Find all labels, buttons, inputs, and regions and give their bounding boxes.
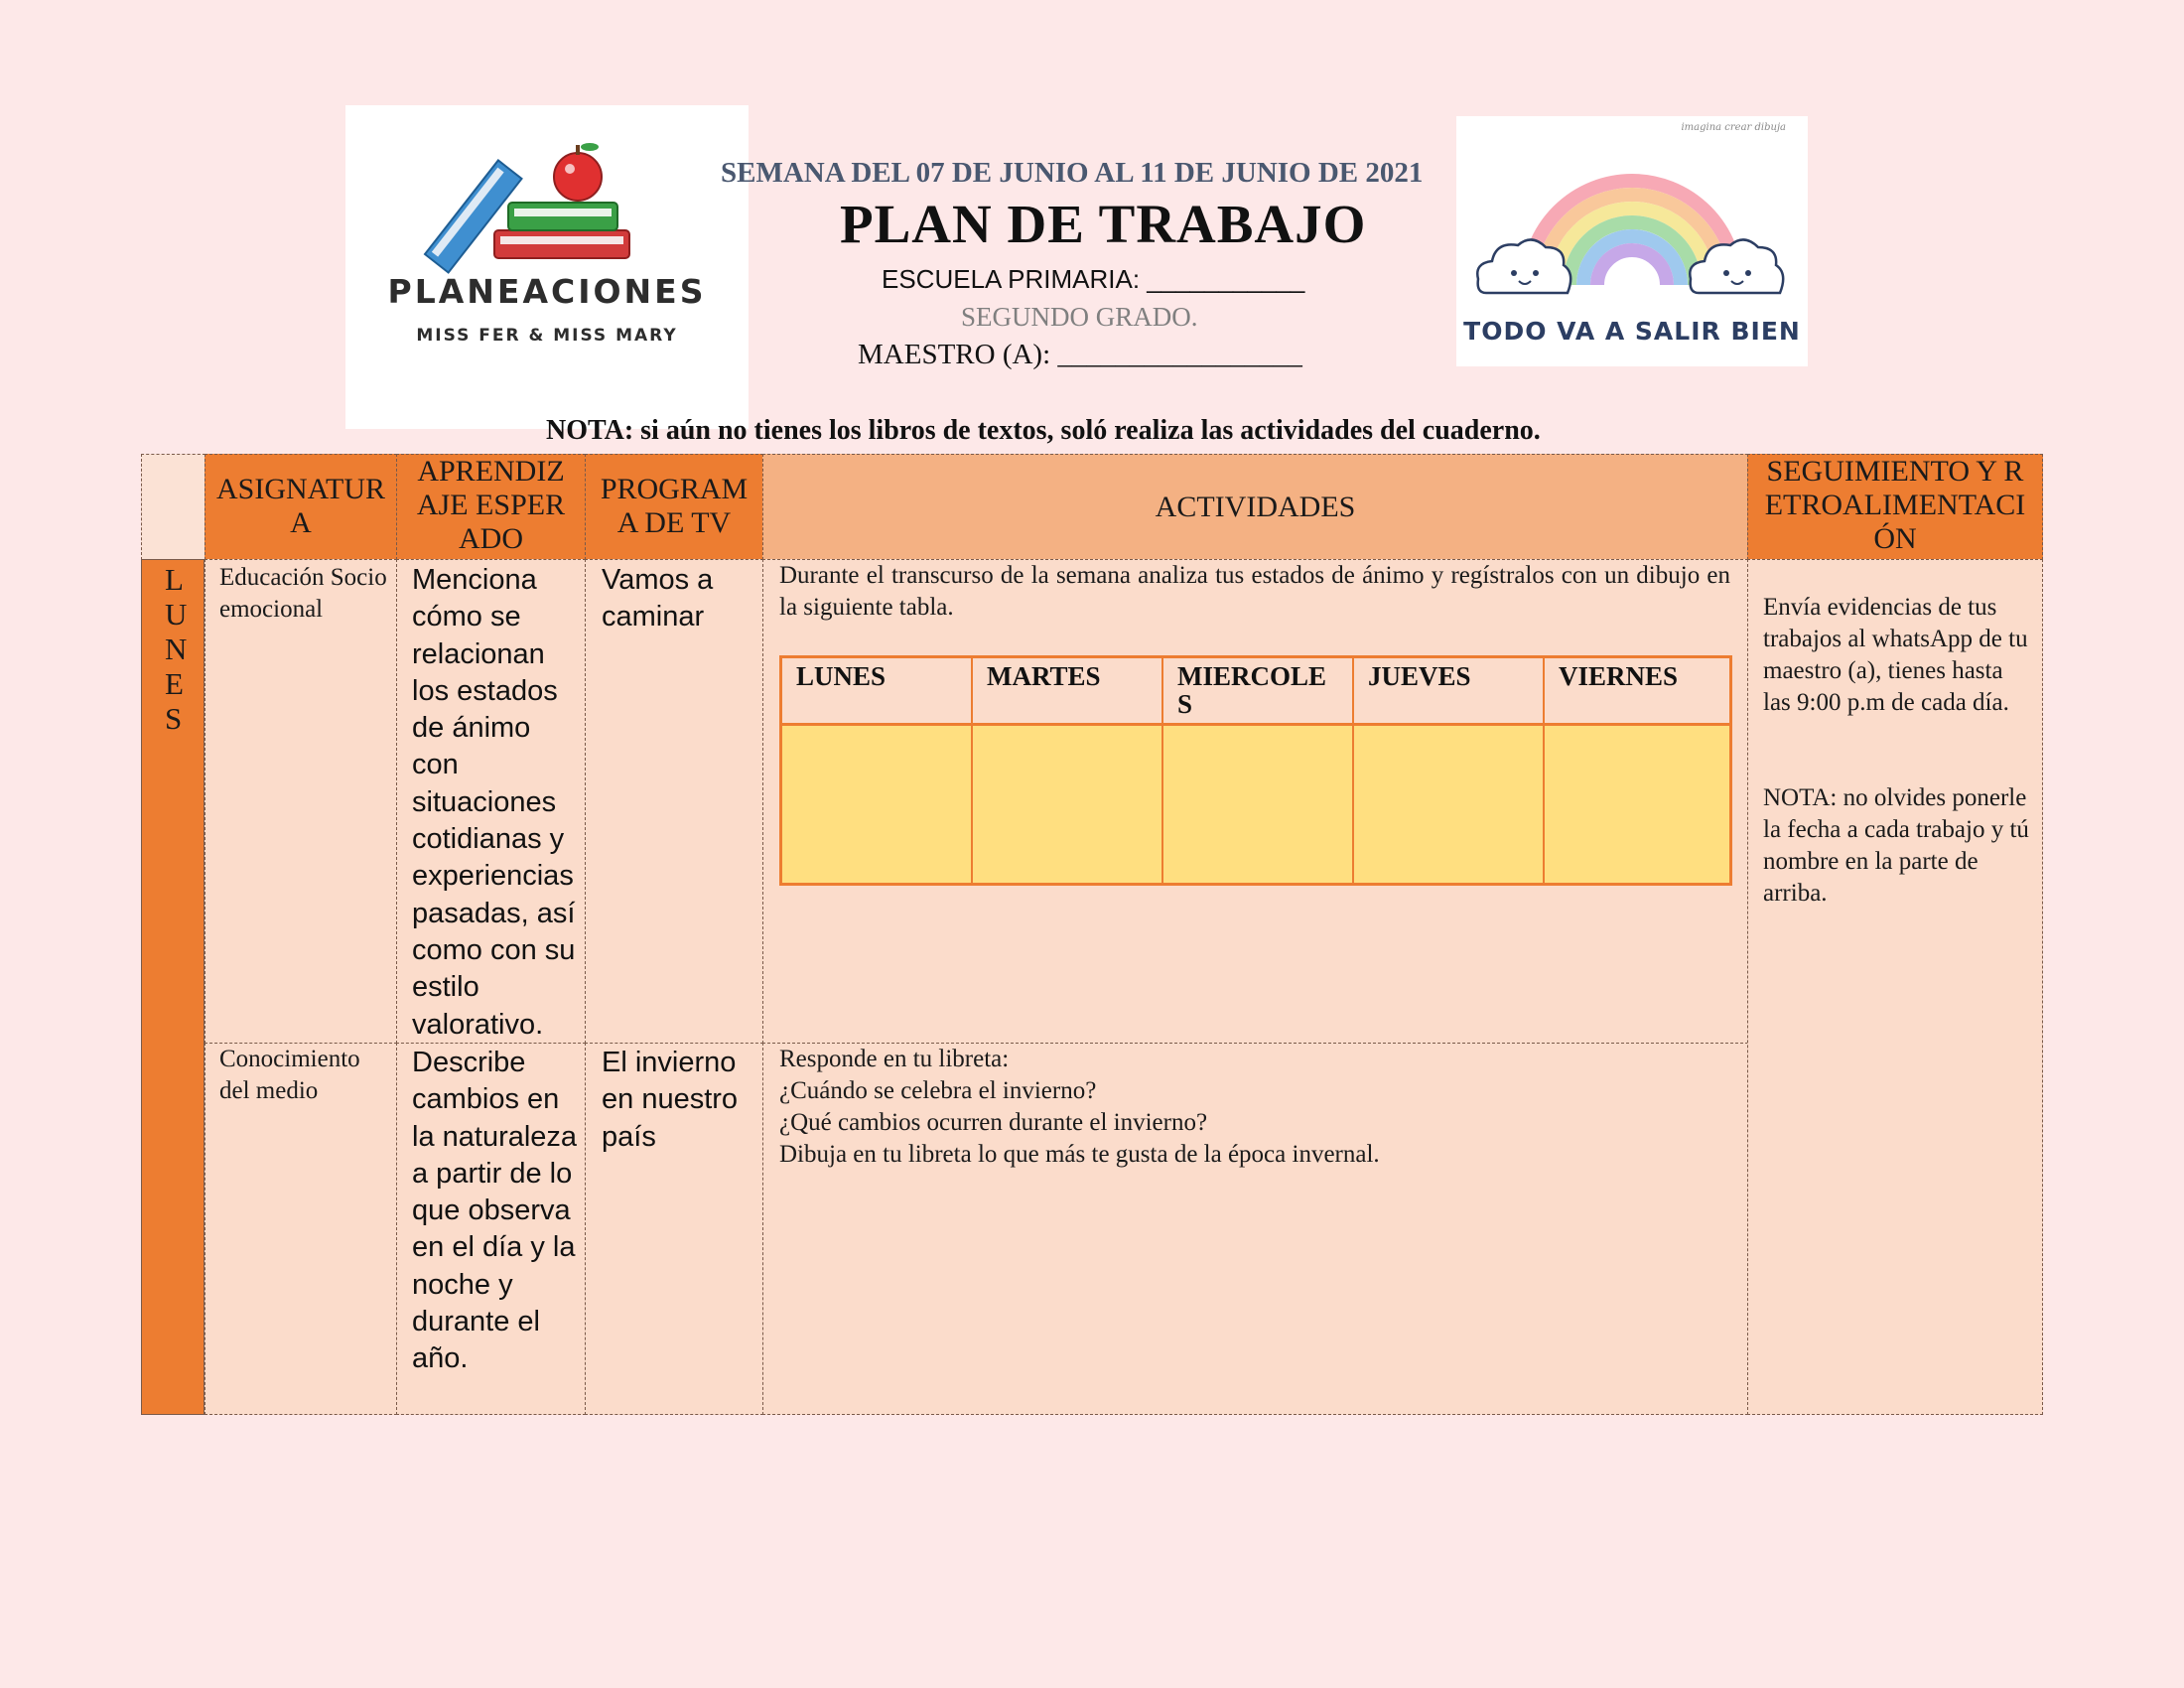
row2-aprendizaje-text: Describe cambios en la naturaleza a partir de lo que observa en el día y la noche y durante el año. <box>412 1047 578 1375</box>
header-aprendizaje-label: APRENDIZAJE ESPERADO <box>416 455 566 555</box>
school-field: ESCUELA PRIMARIA: ___________ <box>882 264 1305 294</box>
logo-sub-text: MISS FER & MISS MARY <box>416 326 678 346</box>
books-apple-icon <box>345 105 749 274</box>
grade-label: SEGUNDO GRADO. <box>961 302 1198 332</box>
row2-programa-text: El invierno en nuestro país <box>602 1047 739 1153</box>
header-aprendizaje <box>396 454 586 560</box>
row1-aprendizaje-text: Menciona cómo se relacionan los estados de ánimo con situaciones cotidianas y experiencias pasadas, así como con su estilo valorativo. <box>412 564 576 1041</box>
mood-header-miercoles: MIERCOLES <box>1163 658 1354 726</box>
mood-cell-jueves[interactable] <box>1354 726 1545 883</box>
row2-asignatura-text: Conocimiento del medio <box>219 1046 360 1104</box>
logo-tagline: TODO VA A SALIR BIEN <box>1463 317 1801 346</box>
row1-programa <box>585 559 763 1044</box>
mood-header-jueves: JUEVES <box>1354 658 1545 726</box>
row2-aprendizaje <box>396 1043 586 1415</box>
header-programa-label: PROGRAMA DE TV <box>600 473 749 539</box>
day-label: LUNES <box>165 562 188 736</box>
page-title: PLAN DE TRABAJO <box>840 194 1367 254</box>
header-actividades <box>762 454 1748 560</box>
row1-actividades-text: Durante el transcurso de la semana analiza tus estados de ánimo y regístralos con un dibujo en la siguiente tabla. <box>779 562 1730 621</box>
row2-line-2: ¿Cuándo se celebra el invierno? <box>779 1077 1097 1104</box>
row2-asignatura <box>205 1043 397 1415</box>
seguimiento-note: NOTA: no olvides ponerle la fecha a cada trabajo y tú nombre en la parte de arriba. <box>1763 784 2029 907</box>
mood-cell-martes[interactable] <box>973 726 1163 883</box>
row2-actividades <box>762 1043 1748 1415</box>
row1-asignatura-text: Educación Socioemocional <box>219 564 387 623</box>
mood-header-martes: MARTES <box>973 658 1163 726</box>
row2-line-3: ¿Qué cambios ocurren durante el invierno? <box>779 1109 1208 1136</box>
teacher-field: MAESTRO (A): _________________ <box>858 339 1302 370</box>
row1-aprendizaje <box>396 559 586 1044</box>
header-asignatura <box>205 454 397 560</box>
logo-planeaciones <box>345 105 749 429</box>
logo-brand-text: PLANEACIONES <box>387 272 707 311</box>
header-blank-cell <box>141 454 205 560</box>
row2-line-1: Responde en tu libreta: <box>779 1046 1010 1072</box>
logo-rainbow <box>1456 116 1808 366</box>
seguimiento-cell <box>1747 559 2043 1415</box>
week-title: SEMANA DEL 07 DE JUNIO AL 11 DE JUNIO DE 2021 <box>721 157 1424 189</box>
header-actividades-label: ACTIVIDADES <box>1155 491 1356 523</box>
rainbow-icon <box>1456 116 1808 315</box>
row2-line-4: Dibuja en tu libreta lo que más te gusta de la época invernal. <box>779 1141 1380 1168</box>
mood-header-viernes: VIERNES <box>1545 658 1729 726</box>
header-seguimiento <box>1747 454 2043 560</box>
row1-asignatura <box>205 559 397 1044</box>
header-asignatura-label: ASIGNATURA <box>215 473 385 539</box>
mood-cell-viernes[interactable] <box>1545 726 1729 883</box>
mood-cell-miercoles[interactable] <box>1163 726 1354 883</box>
mood-table <box>779 655 1732 886</box>
mood-cell-lunes[interactable] <box>782 726 973 883</box>
logo-signature: imagina crear dibuja <box>1681 122 1786 133</box>
day-column <box>141 559 205 1415</box>
row1-programa-text: Vamos a caminar <box>602 564 714 633</box>
mood-header-lunes: LUNES <box>782 658 973 726</box>
header-seguimiento-label: SEGUIMIENTO Y RETROALIMENTACIÓN <box>1764 455 2026 555</box>
header-programa <box>585 454 763 560</box>
row2-programa <box>585 1043 763 1415</box>
note-text: NOTA: si aún no tienes los libros de textos, soló realiza las actividades del cuaderno. <box>546 415 1541 446</box>
seguimiento-text: Envía evidencias de tus trabajos al whatsApp de tu maestro (a), tienes hasta las 9:00 p.m de cada día. <box>1763 594 2028 716</box>
